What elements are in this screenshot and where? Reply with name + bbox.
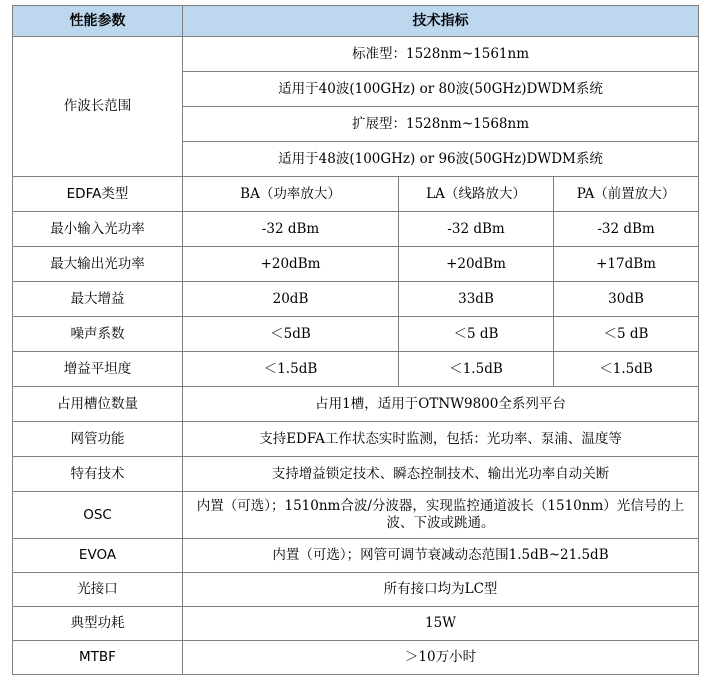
row-label: 最大增益 [13,282,183,317]
optical-interface-row [13,573,699,607]
wavelength-line: 扩展型：1528nm~1568nm [183,107,699,142]
row-label: 最小输入光功率 [13,212,183,247]
la-value: LA（线路放大） [399,177,554,212]
row-label: 占用槽位数量 [13,387,183,422]
header-spec: 技术指标 [183,6,699,37]
ba-value: -32 dBm [183,212,399,247]
la-value: ＜1.5dB [399,352,554,387]
row-label: EVOA [13,539,183,573]
ba-value: ＜1.5dB [183,352,399,387]
header-param: 性能参数 [13,6,183,37]
special-tech-row [13,457,699,492]
row-value: ＞10万小时 [183,641,699,675]
slot-usage-row [13,387,699,422]
power-consumption-row [13,607,699,641]
ba-value: 20dB [183,282,399,317]
gain-flatness-row [13,352,699,387]
row-label: MTBF [13,641,183,675]
wavelength-line: 标准型：1528nm~1561nm [183,37,699,72]
row-label: EDFA类型 [13,177,183,212]
row-label: 增益平坦度 [13,352,183,387]
osc-row [13,492,699,539]
spec-table [12,5,699,675]
wavelength-label: 作波长范围 [13,37,183,177]
ba-value: ＜5dB [183,317,399,352]
pa-value: ＜5 dB [554,317,699,352]
row-label: 特有技术 [13,457,183,492]
row-value: 15W [183,607,699,641]
wavelength-line: 适用于40波(100GHz) or 80波(50GHz)DWDM系统 [183,72,699,107]
row-label: 典型功耗 [13,607,183,641]
wavelength-row-1 [13,37,699,72]
row-value: 内置（可选）；网管可调节衰减动态范围1.5dB~21.5dB [183,539,699,573]
pa-value: -32 dBm [554,212,699,247]
pa-value: 30dB [554,282,699,317]
pa-value: PA（前置放大） [554,177,699,212]
row-value: 内置（可选）；1510nm合波/分波器，实现监控通道波长（1510nm）光信号的上波、下波或跳通。 [183,492,699,539]
row-value: 支持EDFA工作状态实时监测，包括：光功率、泵浦、温度等 [183,422,699,457]
max-output-power-row [13,247,699,282]
spec-table-container [12,5,699,675]
header-row [13,6,699,37]
ba-value: BA（功率放大） [183,177,399,212]
row-value: 支持增益锁定技术、瞬态控制技术、输出光功率自动关断 [183,457,699,492]
wavelength-line: 适用于48波(100GHz) or 96波(50GHz)DWDM系统 [183,142,699,177]
evoa-row [13,539,699,573]
pa-value: +17dBm [554,247,699,282]
la-value: +20dBm [399,247,554,282]
ba-value: +20dBm [183,247,399,282]
row-value: 所有接口均为LC型 [183,573,699,607]
mtbf-row [13,641,699,675]
row-label: 网管功能 [13,422,183,457]
la-value: -32 dBm [399,212,554,247]
row-label: 光接口 [13,573,183,607]
la-value: ＜5 dB [399,317,554,352]
nms-function-row [13,422,699,457]
row-value: 占用1槽，适用于OTNW9800全系列平台 [183,387,699,422]
pa-value: ＜1.5dB [554,352,699,387]
noise-figure-row [13,317,699,352]
row-label: 噪声系数 [13,317,183,352]
min-input-power-row [13,212,699,247]
row-label: 最大输出光功率 [13,247,183,282]
row-label: OSC [13,492,183,539]
la-value: 33dB [399,282,554,317]
edfa-type-row [13,177,699,212]
max-gain-row [13,282,699,317]
